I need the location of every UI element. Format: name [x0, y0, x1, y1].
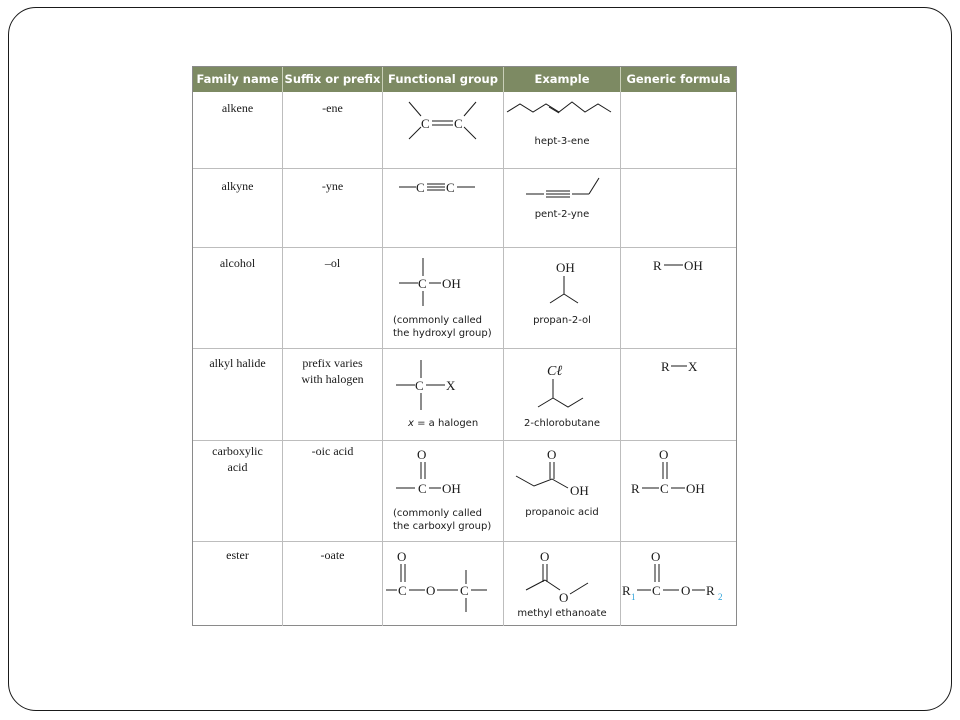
example-name-hept-3-ene: hept-3-ene	[534, 136, 590, 147]
r1-group: R	[622, 583, 631, 598]
halogen-x: X	[688, 359, 698, 374]
carbon-atom: C	[660, 481, 669, 496]
alkyl-halide-generic-formula	[621, 349, 736, 389]
alkene-functional-group-structure	[383, 92, 503, 168]
propan-2-ol-skeletal-structure	[504, 248, 620, 308]
example-name-propanoic-acid: propanoic acid	[525, 507, 599, 518]
hydroxyl-note-line-2: the hydroxyl group)	[393, 328, 492, 339]
hydroxyl-oh: OH	[442, 276, 461, 291]
halogen-note	[408, 417, 478, 430]
hydroxyl-oh: OH	[684, 258, 703, 273]
methyl-ethanoate-skeletal-structure	[504, 542, 620, 607]
suffix-alkyne: -yne	[321, 179, 344, 193]
r1-subscript: 1	[631, 592, 636, 602]
header-generic-formula: Generic formula	[626, 72, 731, 86]
oxygen-atom: O	[540, 549, 550, 564]
suffix-ester: -oate	[320, 548, 345, 562]
carbon-atom: C	[446, 180, 455, 195]
r-group: R	[653, 258, 662, 273]
family-carboxylic-acid-line-2: acid	[227, 460, 248, 474]
suffix-alcohol: –ol	[324, 256, 341, 270]
oxygen-atom: O	[659, 447, 669, 462]
oxygen-atom: O	[397, 549, 407, 564]
header-example: Example	[534, 72, 590, 86]
family-alkyl-halide: alkyl halide	[209, 356, 266, 370]
hydroxyl-oh: OH	[686, 481, 705, 496]
suffix-alkyl-halide-line-2: with halogen	[301, 372, 364, 386]
carbon-atom: C	[421, 116, 430, 131]
family-ester: ester	[226, 548, 249, 562]
example-name-propan-2-ol: propan-2-ol	[533, 315, 591, 326]
suffix-carboxylic-acid: -oic acid	[311, 444, 354, 458]
halogen-x: X	[446, 378, 456, 393]
r2-subscript: 2	[718, 592, 723, 602]
carbon-atom: C	[454, 116, 463, 131]
oxygen-atom: O	[681, 583, 691, 598]
oxygen-atom: O	[651, 549, 661, 564]
halogen-note-text: = a halogen	[413, 418, 479, 429]
carbon-atom: C	[652, 583, 661, 598]
carbon-atom: C	[418, 276, 427, 291]
family-alkyne: alkyne	[221, 179, 254, 193]
hydroxyl-oh: OH	[442, 481, 461, 496]
carboxyl-note-line-2: the carboxyl group)	[393, 521, 492, 532]
pent-2-yne-skeletal-structure	[504, 168, 620, 208]
carboxyl-note-line-1: (commonly called	[393, 508, 483, 519]
r2-group: R	[706, 583, 715, 598]
carbon-atom: C	[460, 583, 469, 598]
header-suffix-or-prefix: Suffix or prefix	[284, 72, 381, 86]
ester-functional-group-structure	[383, 542, 503, 626]
family-alcohol: alcohol	[219, 256, 256, 270]
alkyne-functional-group-structure	[383, 168, 503, 247]
propanoic-acid-skeletal-structure	[504, 441, 620, 501]
family-alkene: alkene	[221, 101, 254, 115]
oxygen-atom: O	[559, 590, 569, 605]
alkyl-halide-functional-group-structure	[383, 349, 503, 415]
header-family-name: Family name	[196, 72, 279, 86]
alcohol-generic-formula	[621, 248, 736, 288]
carboxylic-acid-generic-formula	[621, 441, 736, 501]
carbon-atom: C	[416, 180, 425, 195]
oxygen-atom: O	[426, 583, 436, 598]
table-header-row	[193, 67, 736, 92]
carbon-atom: C	[398, 583, 407, 598]
family-carboxylic-acid-line-1: carboxylic	[212, 444, 263, 458]
example-name-methyl-ethanoate: methyl ethanoate	[517, 608, 607, 619]
carboxyl-functional-group-structure	[383, 441, 503, 501]
hydroxyl-functional-group-structure	[383, 248, 503, 308]
r-group: R	[631, 481, 640, 496]
r-group: R	[661, 359, 670, 374]
halogen-variable: x	[408, 418, 414, 429]
ester-generic-formula	[621, 542, 736, 626]
header-functional-group: Functional group	[388, 72, 498, 86]
functional-groups-table	[192, 66, 737, 626]
chlorine-atom: Cℓ	[547, 364, 563, 379]
hydroxyl-note-line-1: (commonly called	[393, 315, 483, 326]
carbon-atom: C	[415, 378, 424, 393]
hydroxyl-oh: OH	[570, 483, 589, 498]
example-name-pent-2-yne: pent-2-yne	[534, 209, 590, 220]
oxygen-atom: O	[547, 447, 557, 462]
carbon-atom: C	[418, 481, 427, 496]
oxygen-atom: O	[417, 447, 427, 462]
suffix-alkyl-halide-line-1: prefix varies	[302, 356, 363, 370]
hydroxyl-oh: OH	[556, 260, 575, 275]
suffix-alkene: -ene	[322, 101, 343, 115]
2-chlorobutane-skeletal-structure	[504, 349, 620, 415]
example-name-2-chlorobutane: 2-chlorobutane	[524, 418, 600, 429]
